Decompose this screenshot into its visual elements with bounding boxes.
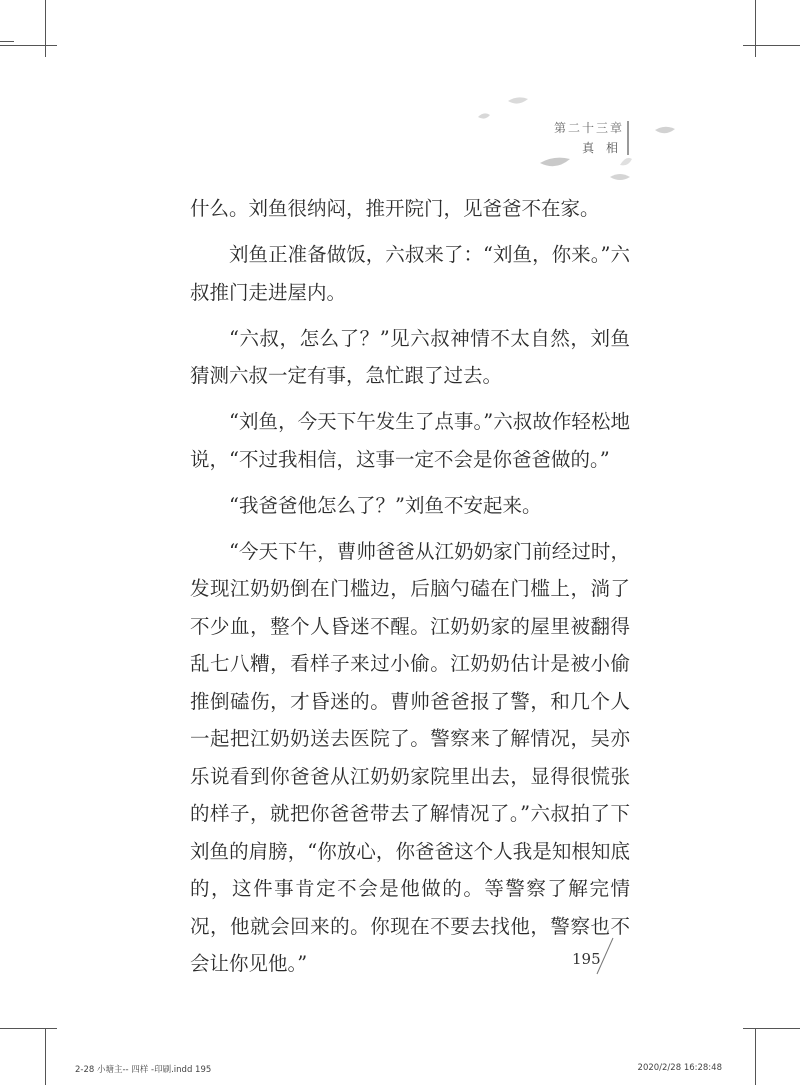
paragraph: “我爸爸他怎么了？”刘鱼不安起来。 [229,493,542,517]
crop-mark [0,45,57,46]
paragraph: 什么。刘鱼很纳闷，推开院门，见爸爸不在家。 [190,197,600,220]
paragraph: “六叔，怎么了？”见六叔神情不太自然，刘鱼猜测六叔一定有事，急忙跟了过去。 [190,326,630,388]
header-divider [627,121,629,155]
chapter-title: 真 相 [582,141,622,155]
crop-mark [45,0,46,57]
crop-mark [0,1028,57,1029]
crop-mark [45,1028,46,1085]
crop-mark [755,1028,756,1085]
crop-mark [743,1028,800,1029]
file-slug: 2-28 小塘主-- 四样 -印刷.indd 195 [75,1065,212,1075]
crop-mark [0,41,14,42]
body-text [190,190,630,992]
page-number: 195 [572,950,601,968]
paragraph: “刘鱼，今天下午发生了点事。”六叔故作轻松地说，“不过我相信，这事一定不会是你爸爸做的。” [190,410,630,471]
crop-mark [743,45,800,46]
paragraph: 刘鱼正准备做饭，六叔来了：“刘鱼，你来。”六叔推门走进屋内。 [190,243,630,304]
page-number-slash [593,936,615,976]
print-timestamp: 2020/2/28 16:28:48 [637,1063,722,1073]
chapter-number: 第二十三章 [553,121,624,135]
paragraph: “今天下午，曹帅爸爸从江奶奶家门前经过时，发现江奶奶倒在门槛边，后脑勺磕在门槛上，淌了不少血，整个人昏迷不醒。江奶奶家的屋里被翻得乱七八糟，看样子来过小偷。江奶奶估计是被小偷推倒磕伤，才昏迷的。曹帅爸爸报了警，和几个人一起把江奶奶送去医院了。警察来了解情况，吴亦乐说看到你爸爸从江奶奶家院里出去，显得很慌张的样子，就把你爸爸带去了解情况了。”六叔拍了下刘鱼的肩膀，“你放心，你爸爸这个人我是知根知底的，这件事肯定不会是他做的。等警察了解完情况，他就会回来的。你现在不要去找他，警察也不会让你见他。” [190,539,630,976]
crop-mark [755,0,756,57]
